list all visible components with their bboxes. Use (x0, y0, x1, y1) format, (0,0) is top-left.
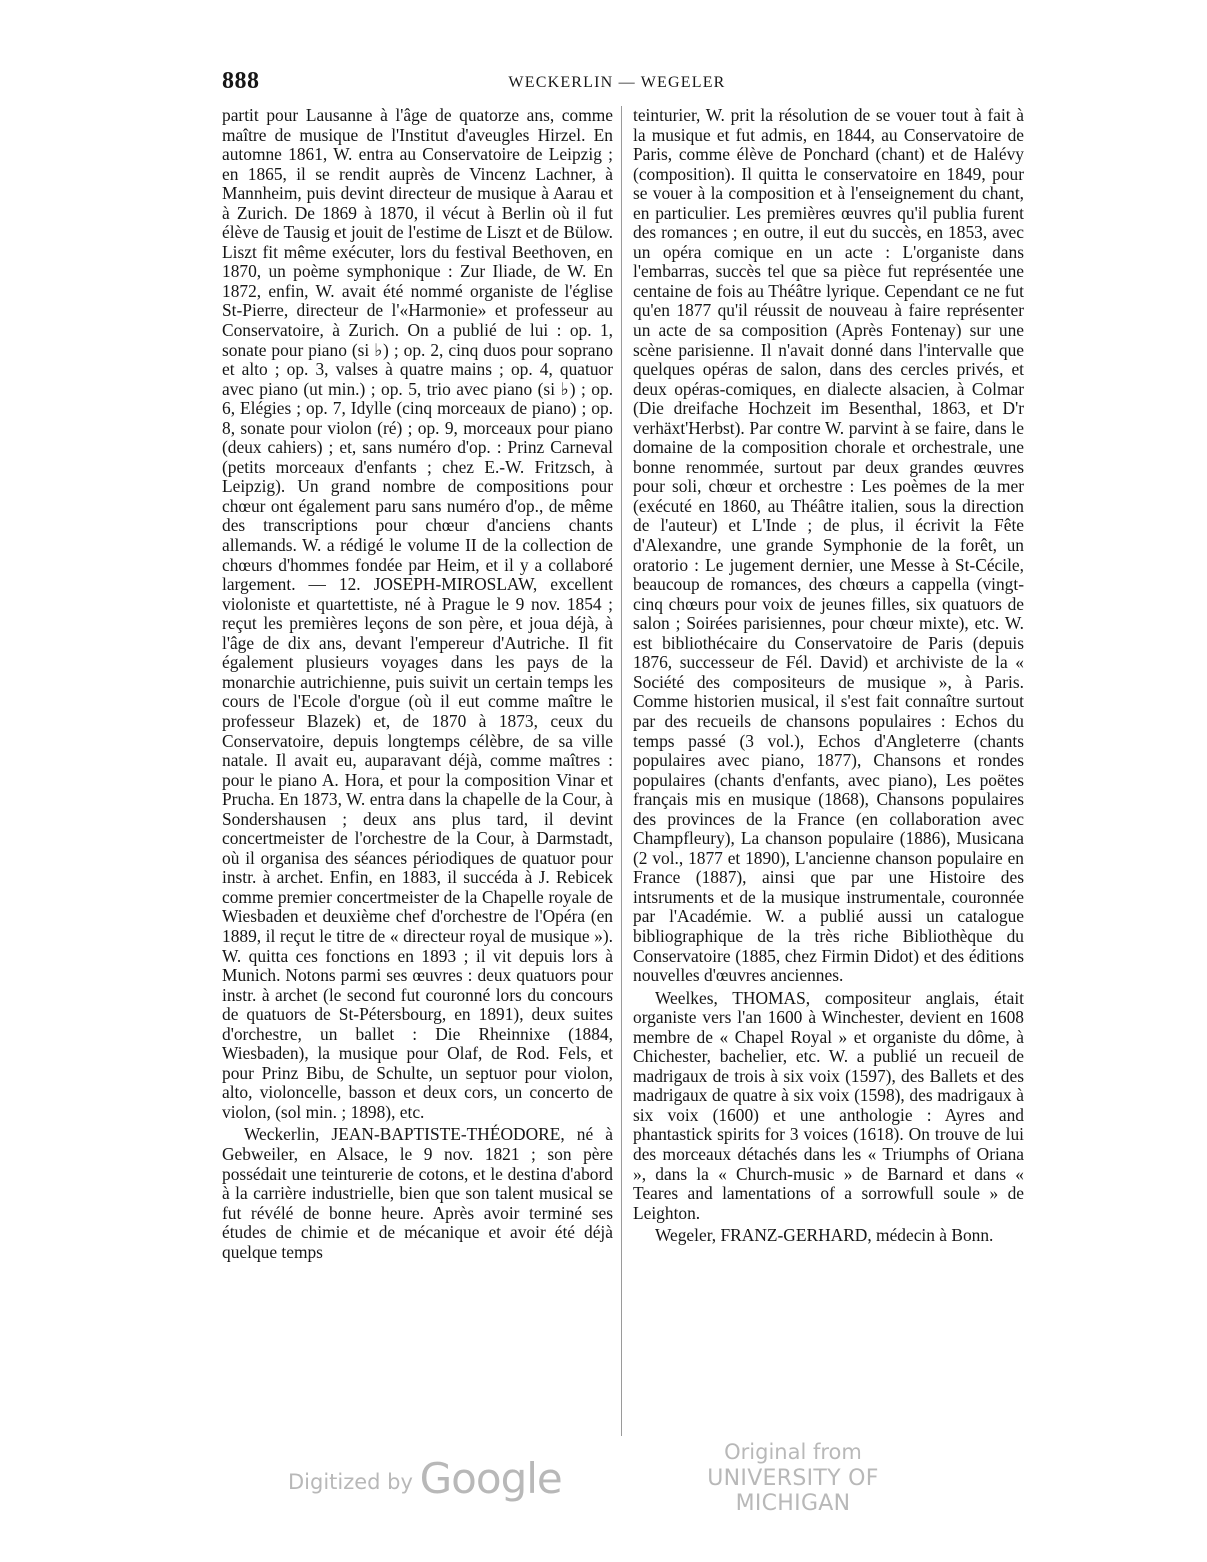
page-header (222, 68, 1012, 98)
left-column (222, 106, 613, 1262)
right-column (633, 106, 1024, 1246)
entry-wegeler: Wegeler, FRANZ-GERHARD, médecin à Bonn. (655, 1225, 994, 1246)
digitized-prefix: Digitized by (288, 1470, 413, 1494)
origin-line1: Original from (724, 1440, 862, 1464)
google-logo: Google (419, 1454, 562, 1503)
watermark-footer (0, 1440, 1207, 1516)
origin-watermark (668, 1440, 918, 1516)
digitized-by-watermark (288, 1450, 562, 1503)
entry-continuation: partit pour Lausanne à l'âge de quatorze ans, comme maître de musique de l'Institut d'aveugles Hirzel. En automne 1861, W. entra au Conservatoire de Leipzig ; en 1865, il se rendit auprès de Vincenz Lachner, à Mannheim, puis devint directeur de musique à Aarau et à Zurich. De 1869 à 1870, il vécut à Berlin où il fut élève de Tausig et jouit de l'estime de Liszt et de Bülow. Liszt fit même exécuter, lors du festival Beethoven, en 1870, un poème symphonique : Zur Iliade, de W. En 1872, enfin, W. avait été nommé organiste de l'église St-Pierre, directeur de l'«Harmonie» et professeur au Conservatoire, à Zurich. On a publié de lui : op. 1, sonate pour piano (si ♭) ; op. 2, cinq duos pour soprano et alto ; op. 3, valses à quatre mains ; op. 4, quatuor avec piano (ut min.) ; op. 5, trio avec piano (si ♭) ; op. 6, Elégies ; op. 7, Idylle (cinq morceaux de piano) ; op. 8, sonate pour violon (ré) ; op. 9, morceaux pour piano (deux cahiers) ; et, sans numéro d'op. : Prinz Carneval (petits morceaux d'enfants ; chez E.-W. Fritzsch, à Leipzig). Un grand nombre de compositions pour chœur ont également paru sans numéro d'op., de même des transcriptions pour chœur d'anciens chants allemands. W. a rédigé le volume II de la collection de chœurs d'hommes fondée par Heim, et il y a collaboré largement. — 12. JOSEPH-MIROSLAW, excellent violoniste et quartettiste, né à Prague le 9 nov. 1854 ; reçut les premières leçons de son père, et joua déjà, à l'âge de dix ans, devant l'empereur d'Autriche. Il fit également plusieurs voyages dans les pays de la monarchie autrichienne, puis suivit un certain temps les cours de l'Ecole d'orgue (où il eut comme maître le professeur Blazek) et, de 1870 à 1873, ceux du Conservatoire, depuis longtemps célèbre, de sa ville natale. Il avait eu, auparavant déjà, comme maîtres : pour le piano A. Hora, et pour la composition Vinar et Prucha. En 1873, W. entra dans la chapelle de la Cour, à Sondershausen ; deux ans plus tard, il devint concertmeister de l'orchestre de la Cour, à Darmstadt, où il organisa des séances périodiques de quatuor pour instr. à archet. Enfin, en 1883, il succéda à J. Rebicek comme premier concertmeister de la Chapelle royale de Wiesbaden et deuxième chef d'orchestre de l'Opéra (en 1889, il reçut le titre de « directeur royal de musique »). W. quitta ces fonctions en 1893 ; il vit depuis lors à Munich. Notons parmi ses œuvres : deux quatuors pour instr. à archet (le second fut couronné lors du concours de quatuors de St-Pétersbourg, en 1891), deux suites d'orchestre, un ballet : Die Rheinnixe (1884, Wiesbaden), la musique pour Olaf, de Rod. Fels, et pour Prinz Bibu, de Schulte, un septuor pour violon, alto, violoncelle, basson et deux cors, un concerto de violon, (sol min. ; 1898), etc. (222, 105, 613, 1122)
entry-weckerlin: Weckerlin, JEAN-BAPTISTE-THÉODORE, né à Gebweiler, en Alsace, le 9 nov. 1821 ; son père possédait une teinturerie de cotons, et le destina d'abord à la carrière industrielle, bien que son talent musical se fut révélé de bonne heure. Après avoir terminé ses études de chimie et de mécanique et avoir été déjà quelque temps (222, 1124, 613, 1262)
running-head: WECKERLIN — WEGELER (508, 74, 726, 91)
entry-weckerlin-continued: teinturier, W. prit la résolution de se vouer tout à fait à la musique et fut admis, en 1844, au Conservatoire de Paris, comme élève de Ponchard (chant) et de Halévy (composition). Il quitta le conservatoire en 1849, pour se vouer à la composition et à l'enseignement du chant, en particulier. Les premières œuvres qu'il publia furent des romances ; en outre, il eut du succès, en 1853, avec un opéra comique en un acte : L'organiste dans l'embarras, succès tel que sa pièce fut représentée une centaine de fois au Théâtre lyrique. Cependant ce ne fut qu'en 1877 qu'il réussit de nouveau à faire représenter un acte de sa composition (Après Fontenay) sur une scène parisienne. Il n'avait donné dans l'intervalle que quelques opéras de salon, dans des cercles privés, et deux opéras-comiques, en dialecte alsacien, à Colmar (Die dreifache Hochzeit im Besenthal, 1863, et D'r verhäxt'Herbst). Par contre W. parvint à se faire, dans le domaine de la composition chorale et orchestrale, une bonne renommée, surtout par deux grandes œuvres pour soli, chœur et orchestre : Les poèmes de la mer (exécuté en 1860, au Théâtre italien, sous la direction de l'auteur) et L'Inde ; de plus, il écrivit la Fête d'Alexandre, une grande Symphonie de la forêt, un oratorio : Le jugement dernier, une Messe à St-Cécile, beaucoup de romances, des chœurs a cappella (vingt-cinq chœurs pour voix de jeunes filles, six quatuors de salon ; Soirées parisiennes, pour chœur mixte), etc. W. est bibliothécaire du Conservatoire de Paris (depuis 1876, successeur de Fél. David) et archiviste de la « Société des compositeurs de musique », à Paris. Comme historien musical, il s'est fait connaître surtout par des recueils de chansons populaires : Echos du temps passé (3 vol.), Echos d'Angleterre (chants populaires avec piano, 1877), Chansons et rondes populaires (chants d'enfants, avec piano), Les poëtes français mis en musique (1868), Chansons populaires des provinces de la France (en collaboration avec Champfleury), La chanson populaire (1886), Musicana (2 vol., 1877 et 1890), L'ancienne chanson populaire en France (1887), ainsi que par une Histoire des intsruments et de la musique instrumentale, couronnée par l'Académie. W. a publié aussi un catalogue bibliographique de la très riche Bibliothèque du Conservatoire (1885, chez Firmin Didot) et des éditions nouvelles d'œuvres anciennes. (633, 105, 1024, 986)
column-rule (621, 106, 622, 1436)
origin-line2: UNIVERSITY OF MICHIGAN (707, 1466, 879, 1516)
page-number: 888 (222, 68, 260, 94)
entry-weelkes: Weelkes, THOMAS, compositeur anglais, était organiste vers l'an 1600 à Winchester, devient en 1608 membre de « Chapel Royal » et organiste du dôme, à Chichester, bachelier, etc. W. a publié un recueil de madrigaux de trois à six voix (1597), des Ballets et des madrigaux de quatre à six voix (1598), des madrigaux à six voix (1600) et une anthologie : Ayres and phantastick spirits for 3 voices (1618). On trouve de lui des morceaux détachés dans les « Triumphs of Oriana », dans la « Church-music » de Barnard et dans « Teares and lamentations of a sorrowfull soule » de Leighton. (633, 987, 1024, 1223)
